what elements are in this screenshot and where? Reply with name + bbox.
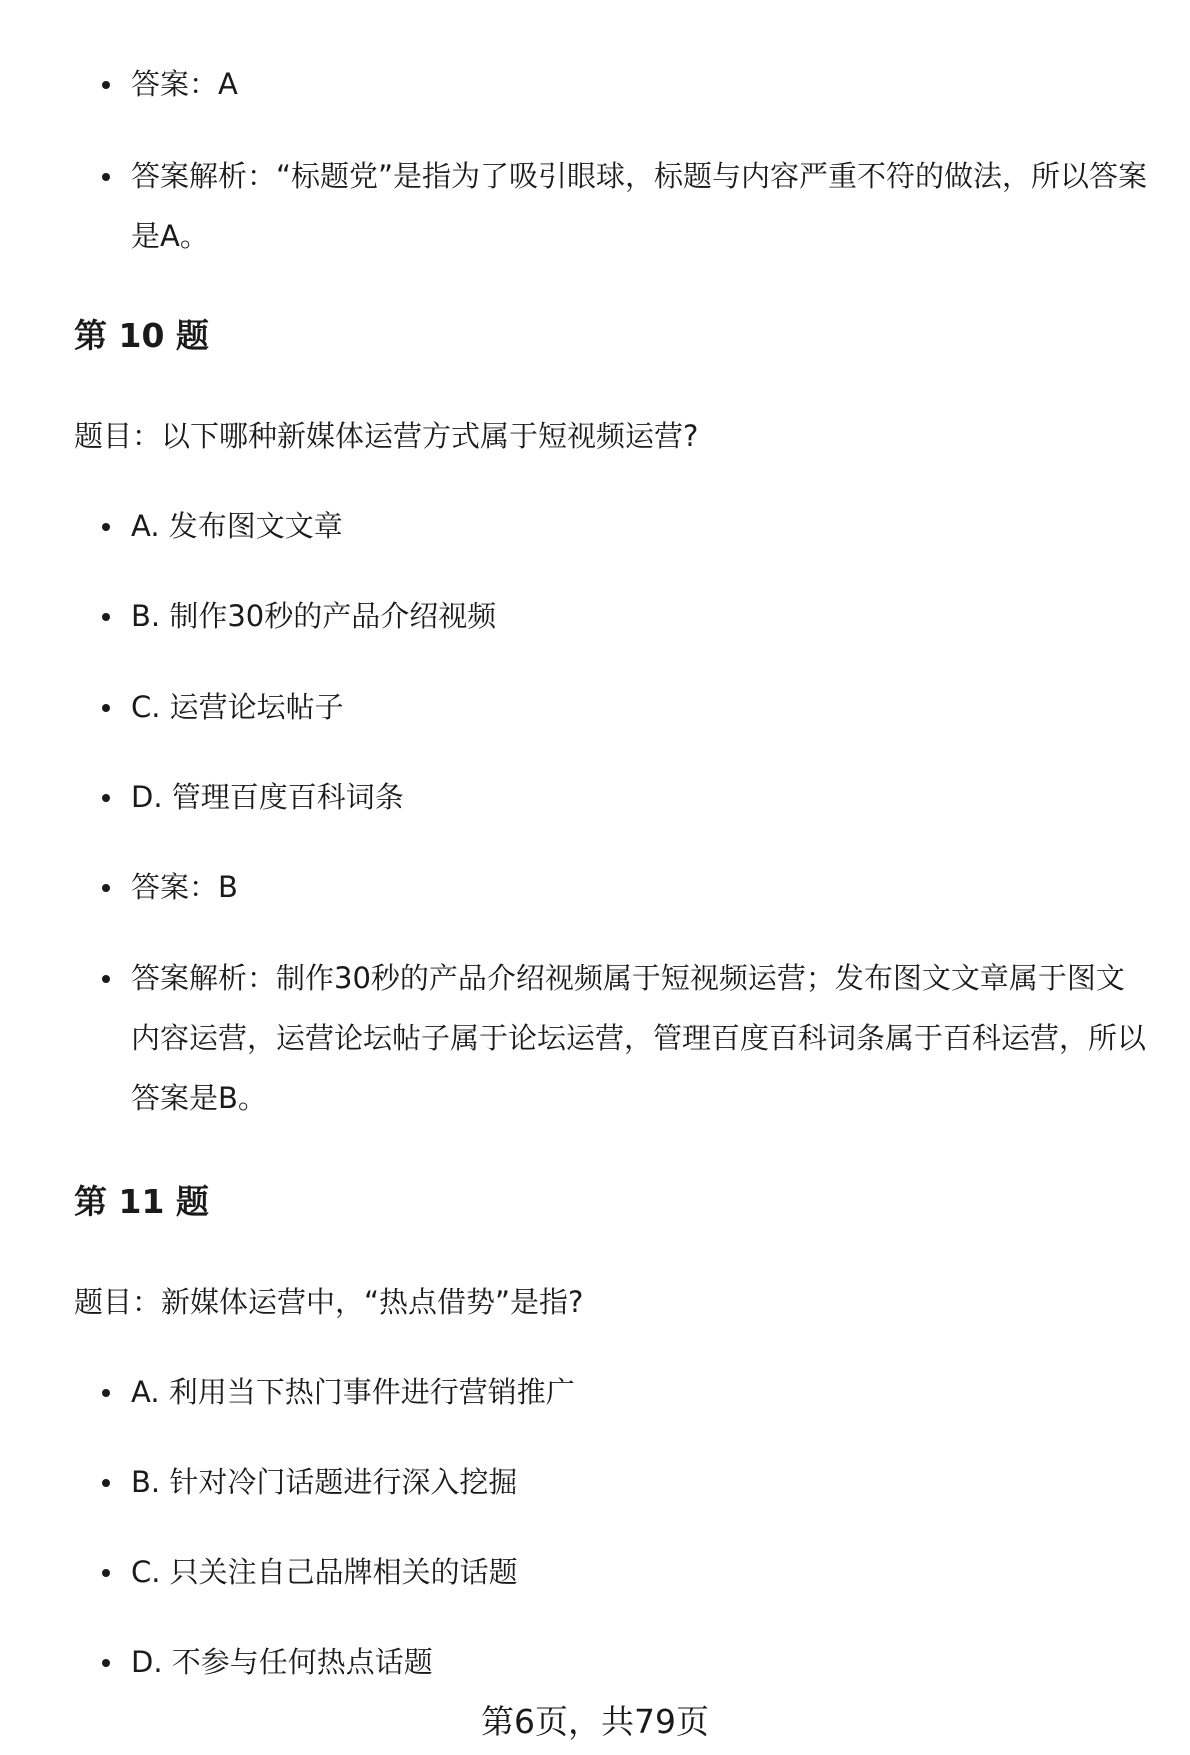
option-text: D. 不参与任何热点话题 [131, 1645, 433, 1679]
list-item-option [102, 1632, 1152, 1692]
option-text: C. 只关注自己品牌相关的话题 [131, 1555, 518, 1589]
list-item-option [102, 1452, 1152, 1512]
question-text: 题目：以下哪种新媒体运营方式属于短视频运营? [74, 419, 699, 453]
option-text: D. 管理百度百科词条 [131, 780, 404, 814]
list-item-option [102, 1542, 1152, 1602]
analysis-text: 答案解析：制作30秒的产品介绍视频属于短视频运营；发布图文文章属于图文内容运营，运营论坛帖子属于论坛运营，管理百度百科词条属于百科运营，所以答案是B。 [131, 961, 1147, 1115]
option-text: C. 运营论坛帖子 [131, 690, 344, 724]
question-heading: 第 11 题 [74, 1182, 209, 1221]
list-item-option [102, 586, 1152, 646]
list-item-option [102, 496, 1152, 556]
answer-text: 答案：A [131, 67, 238, 101]
list-item-answer [102, 54, 1152, 114]
option-text: A. 利用当下热门事件进行营销推广 [131, 1375, 575, 1409]
page-number: 第6页，共79页 [481, 1702, 709, 1741]
question-heading: 第 10 题 [74, 316, 209, 355]
option-text: B. 针对冷门话题进行深入挖掘 [131, 1465, 518, 1499]
answer-text: 答案：B [131, 870, 238, 904]
list-item-analysis [102, 146, 1152, 266]
question-text: 题目：新媒体运营中，“热点借势”是指? [74, 1285, 584, 1319]
option-text: A. 发布图文文章 [131, 509, 343, 543]
list-item-answer [102, 857, 1152, 917]
list-item-option [102, 677, 1152, 737]
list-item-option [102, 767, 1152, 827]
analysis-text: 答案解析：“标题党”是指为了吸引眼球，标题与内容严重不符的做法，所以答案是A。 [131, 159, 1148, 253]
list-item-option [102, 1362, 1152, 1422]
list-item-analysis [102, 948, 1152, 1128]
option-text: B. 制作30秒的产品介绍视频 [131, 599, 497, 633]
